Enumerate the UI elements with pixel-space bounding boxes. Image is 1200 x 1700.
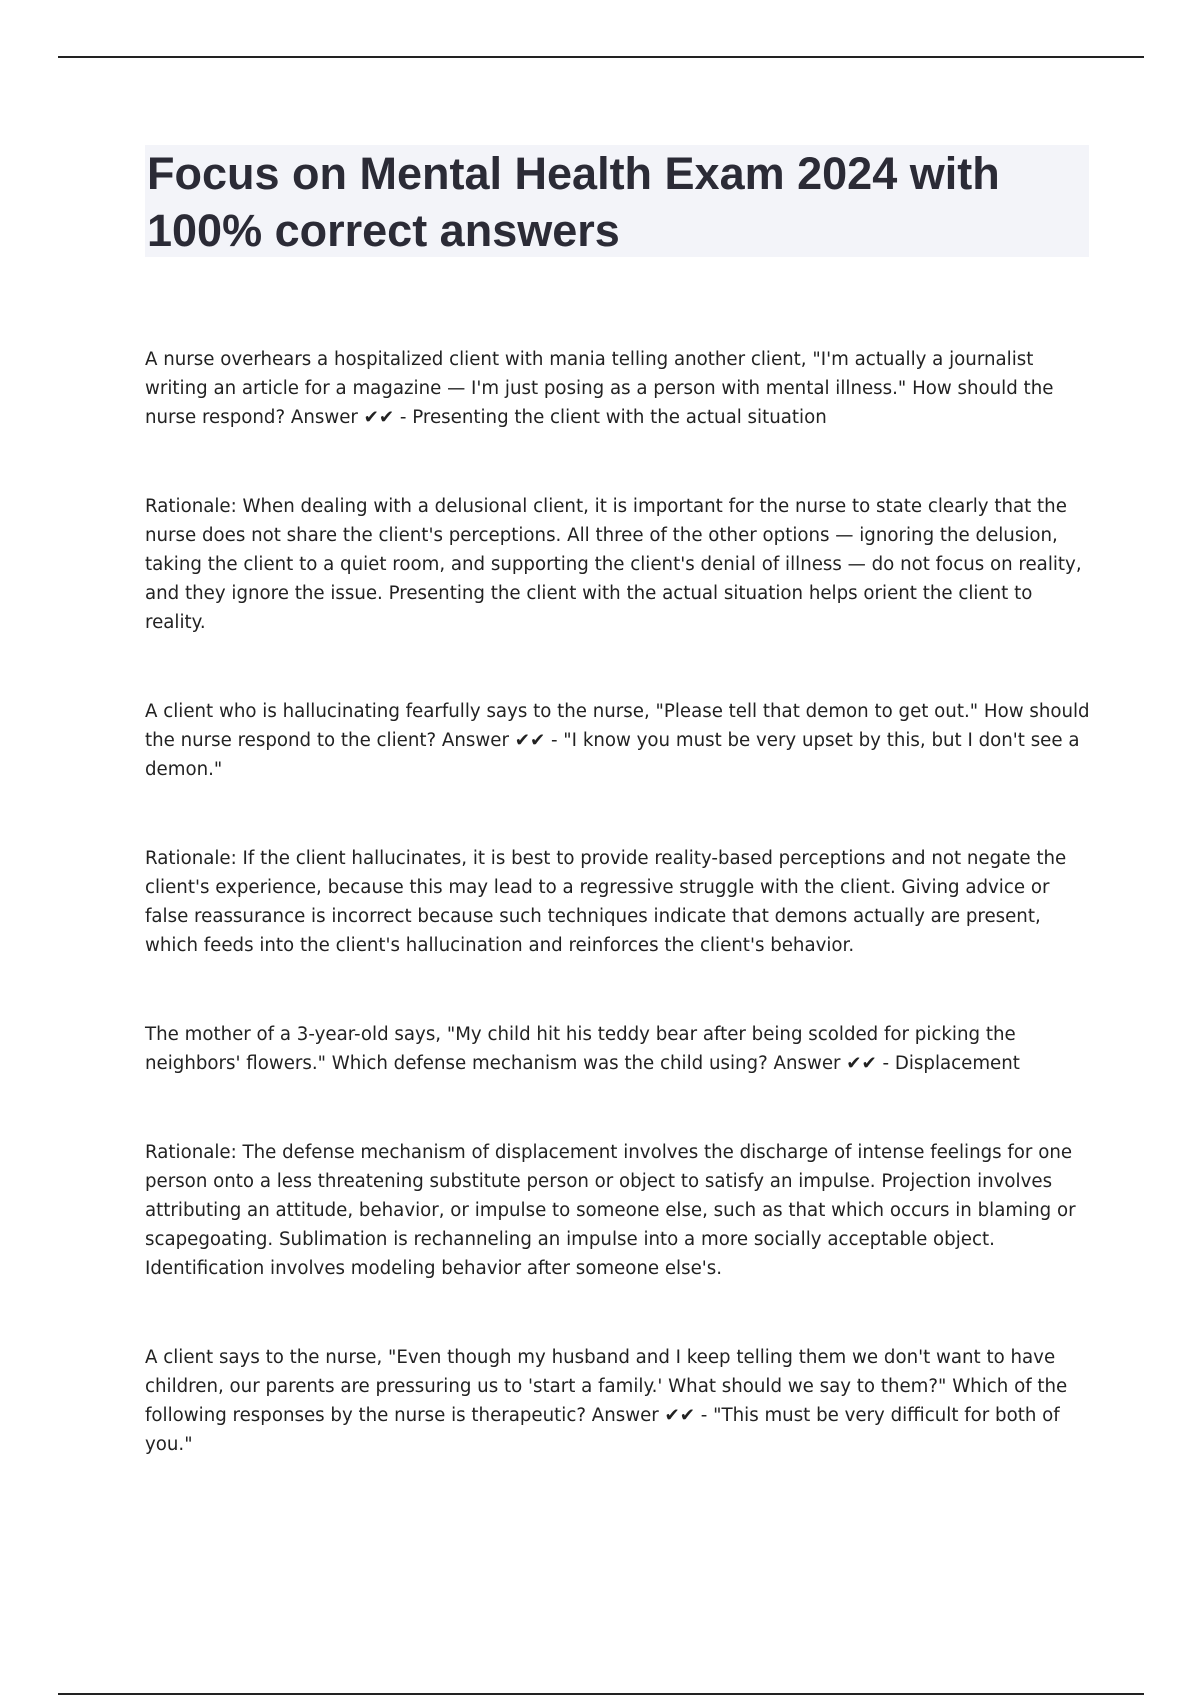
question-3: The mother of a 3-year-old says, "My child hit his teddy bear after being scolded for picking the neighbors' flowers." Which defense mechanism was the child using? Answer ✔✔ - Displacement <box>145 1024 1020 1074</box>
rationale-2: Rationale: If the client hallucinates, it is best to provide reality-based perceptions and not negate the client's experience, because this may lead to a regressive struggle with the client. Giving advice or false reassurance is incorrect because such techniques indicate that demons actually are present, which feeds into the client's hallucination and reinforces the client's behavior. <box>145 848 1067 956</box>
question-2: A client who is hallucinating fearfully says to the nurse, "Please tell that demon to get out." How should the nurse respond to the client? Answer ✔✔ - "I know you must be very upset by this, but I don't see a demon." <box>145 701 1090 780</box>
document-title: Focus on Mental Health Exam 2024 with 100% correct answers <box>147 148 1000 256</box>
header-rule <box>58 56 1144 58</box>
title-block <box>145 145 1089 257</box>
rationale-3: Rationale: The defense mechanism of displacement involves the discharge of intense feelings for one person onto a less threatening substitute person or object to satisfy an impulse. Projection involves attributing an attitude, behavior, or impulse to someone else, such as that which occurs in blaming or scapegoating. Sublimation is rechanneling an impulse into a more socially acceptable object. Identification involves modeling behavior after someone else's. <box>145 1142 1076 1279</box>
question-4: A client says to the nurse, "Even though my husband and I keep telling them we don't want to have children, our parents are pressuring us to 'start a family.' What should we say to them?" Which of the following responses by the nurse is therapeutic? Answer ✔✔ - "This must be very difficult for both of you." <box>145 1347 1068 1455</box>
document-body <box>145 345 1090 1519</box>
rationale-1: Rationale: When dealing with a delusional client, it is important for the nurse to state clearly that the nurse does not share the client's perceptions. All three of the other options — ignoring the delusion, taking the client to a quiet room, and supporting the client's denial of illness — do not focus on reality, and they ignore the issue. Presenting the client with the actual situation helps orient the client to reality. <box>145 496 1082 633</box>
question-1: A nurse overhears a hospitalized client with mania telling another client, "I'm actually a journalist writing an article for a magazine — I'm just posing as a person with mental illness." How should the nurse respond? Answer ✔✔ - Presenting the client with the actual situation <box>145 349 1054 428</box>
footer-rule <box>58 1693 1144 1695</box>
